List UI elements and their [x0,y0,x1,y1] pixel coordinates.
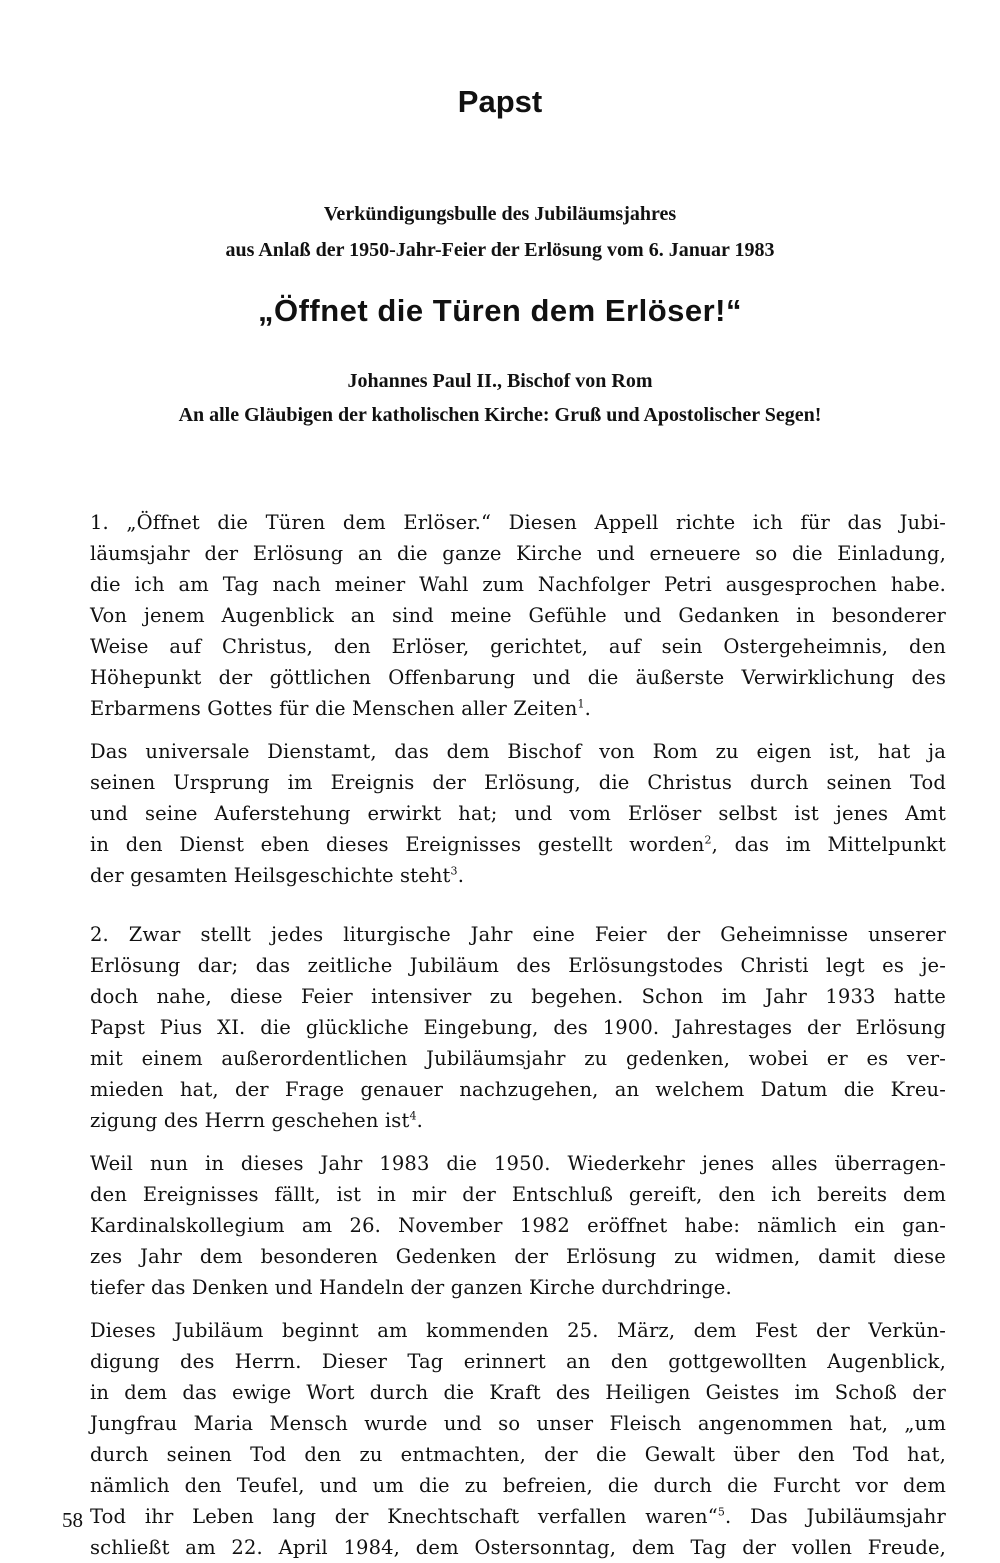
text-line: zes Jahr dem besonderen Gedenken der Erlösung zu widmen, damit diese [90,1245,946,1268]
text-line: Weise auf Christus, den Erlöser, gerichtet, auf sein Ostergeheimnis, den [90,635,946,658]
text-line: doch nahe, diese Feier intensiver zu begehen. Schon im Jahr 1933 hatte [90,985,946,1008]
text-line: Kardinalskollegium am 26. November 1982 eröffnet habe: nämlich ein gan- [90,1214,946,1237]
heading-line: aus Anlaß der 1950-Jahr-Feier der Erlösung vom 6. Januar 1983 [225,239,775,261]
footnote-marker: 2 [704,833,712,847]
footnote-marker: 5 [717,1505,726,1519]
text-run: in den Dienst eben dieses Ereignisses gestellt worden [90,833,705,856]
footnote-marker: 3 [450,864,458,878]
text-line: nämlich den Teufel, und um die zu befreien, die durch die Furcht vor dem [90,1474,946,1497]
text-run: . [416,1109,423,1132]
text-line: seinen Ursprung im Ereignis der Erlösung, die Christus durch seinen Tod [90,771,946,794]
main-title: „Öffnet die Türen dem Erlöser!“ [257,293,742,328]
text-line: Das universale Dienstamt, das dem Bischof von Rom zu eigen ist, hat ja [90,740,946,763]
text-line: die ich am Tag nach meiner Wahl zum Nachfolger Petri ausgesprochen habe. [90,573,946,596]
text-line: Dieses Jubiläum beginnt am kommenden 25. März, dem Fest der Verkün- [90,1319,946,1342]
footnote-marker: 1 [577,697,585,711]
text-line [62,1501,946,1532]
text-run: Erbarmens Gottes für die Menschen aller Zeiten [90,697,578,720]
text-line: Von jenem Augenblick an sind meine Gefühle und Gedanken in besonderer [90,604,946,627]
text-line: Weil nun in dieses Jahr 1983 die 1950. Wiederkehr jenes alles überragen- [90,1152,946,1175]
text-line: digung des Herrn. Dieser Tag erinnert an den gottgewollten Augenblick, [90,1350,946,1373]
footnote-marker: 4 [409,1109,417,1123]
text-line: den Ereignisses fällt, ist in mir der Entschluß gereift, den ich bereits dem [90,1183,946,1206]
document-heading [0,196,1000,268]
greeting-line: An alle Gläubigen der katholischen Kirche: Gruß und Apostolischer Segen! [178,404,822,426]
text-run: . Das Jubiläumsjahr [725,1505,946,1528]
paragraph [62,736,946,891]
text-run: zigung des Herrn geschehen ist [90,1109,410,1132]
heading-line: Verkündigungsbulle des Jubiläumsjahres [323,203,677,225]
text-line: tiefer das Denken und Handeln der ganzen Kirche durchdringe. [90,1276,732,1299]
paragraph [62,919,946,1136]
greeting-line: Johannes Paul II., Bischof von Rom [347,370,653,392]
text-line: mit einem außerordentlichen Jubiläumsjahr zu gedenken, wobei er es ver- [90,1047,946,1070]
page-number: 58 [62,1508,83,1532]
text-run: Tod ihr Leben lang der Knechtschaft verfallen waren“ [90,1505,718,1528]
text-run: , das im Mittelpunkt [711,833,946,856]
text-line: und seine Auferstehung erwirkt hat; und vom Erlöser selbst ist jenes Amt [90,802,946,825]
text-line: schließt am 22. April 1984, dem Ostersonntag, dem Tag der vollen Freude, [90,1536,946,1559]
text-run: . [584,697,591,720]
text-line [62,693,946,724]
text-line: 2. Zwar stellt jedes liturgische Jahr eine Feier der Geheimnisse unserer [90,923,946,946]
text-line: 1. „Öffnet die Türen dem Erlöser.“ Diesen Appell richte ich für das Jubi- [90,511,946,534]
text-line: Jungfrau Maria Mensch wurde und so unser Fleisch angenommen hat, „um [90,1412,946,1435]
text-line: mieden hat, der Frage genauer nachzugehen, an welchem Datum die Kreu- [90,1078,946,1101]
text-line [62,860,946,891]
text-run: der gesamten Heilsgeschichte steht [90,864,451,887]
paragraph [62,507,946,724]
text-run: . [457,864,465,887]
text-line: läumsjahr der Erlösung an die ganze Kirche und erneuere so die Einladung, [90,542,946,565]
text-line: Höhepunkt der göttlichen Offenbarung und die äußerste Verwirklichung des [90,666,946,689]
paragraph [62,1148,946,1303]
paragraph [62,1315,946,1563]
body-text [62,507,946,1563]
text-line [62,1105,946,1136]
text-line: in dem das ewige Wort durch die Kraft des Heiligen Geistes im Schoß der [90,1381,946,1404]
text-line: Papst Pius XI. die glückliche Eingebung, des 1900. Jahrestages der Erlösung [90,1016,946,1039]
section-title: Papst [457,84,543,119]
text-line: durch seinen Tod den zu entmachten, der die Gewalt über den Tod hat, [90,1443,946,1466]
greeting [0,364,1000,432]
text-line [62,829,946,860]
text-line: Erlösung dar; das zeitliche Jubiläum des Erlösungstodes Christi legt es je- [90,954,946,977]
